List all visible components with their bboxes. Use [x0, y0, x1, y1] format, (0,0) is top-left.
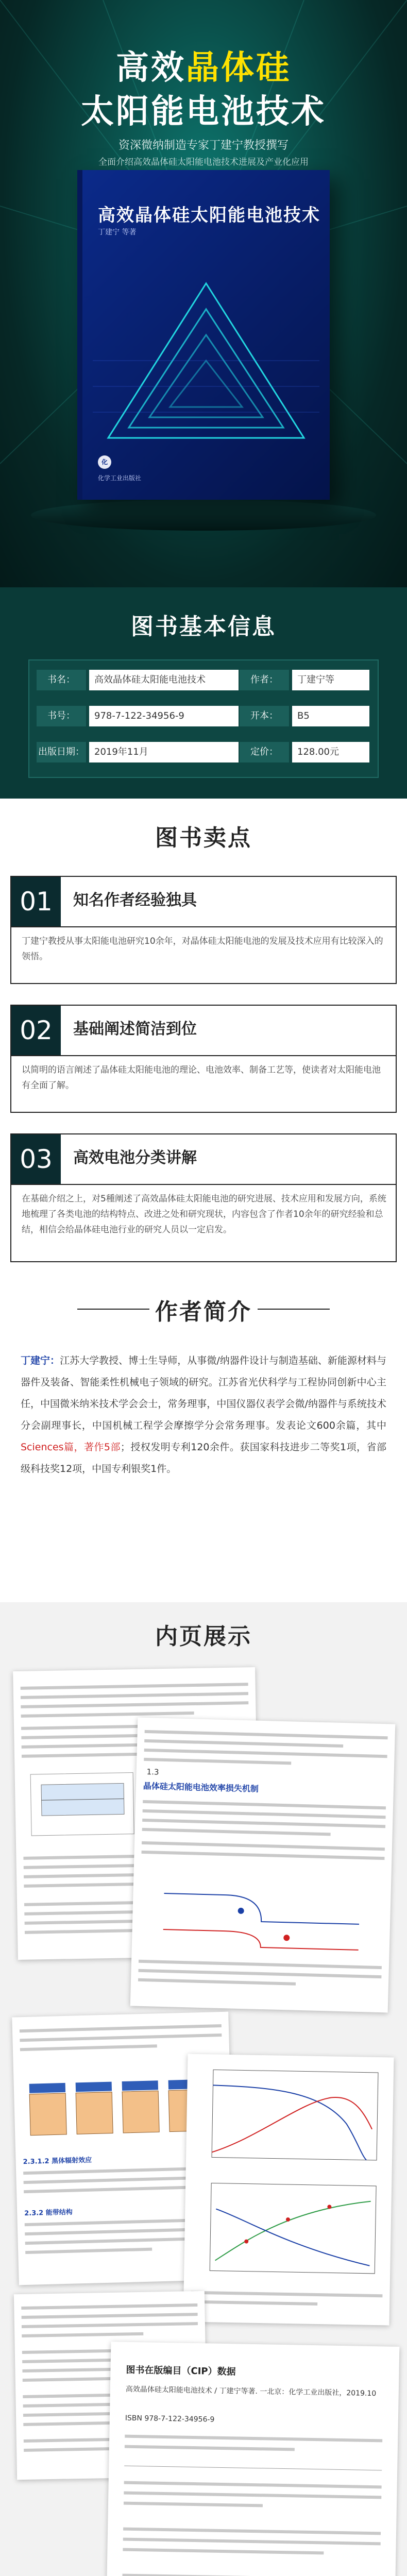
inner-page-cip — [106, 2342, 400, 2576]
cover-triangle-graphic — [93, 268, 319, 453]
selling-point-2 — [10, 1005, 397, 1113]
cip-isbn: ISBN 978-7-122-34956-9 — [125, 2414, 215, 2424]
publisher-logo-icon: 化 — [98, 455, 111, 469]
point-divider — [11, 926, 396, 927]
cip-title: 图书在版编目（CIP）数据 — [126, 2364, 236, 2378]
cip-line: 高效晶体硅太阳能电池技术 / 丁建宁等著. 一北京：化学工业出版社，2019.10 — [125, 2385, 377, 2398]
point-number: 03 — [11, 1134, 61, 1184]
inner-page-4 — [183, 2054, 394, 2326]
author-bio-tail: ；授权发明专利120余件。获国家科技进步二等奖1项，省部级科技奖12项，中国专利银奖1件。 — [21, 1442, 386, 1475]
point-number: 01 — [11, 877, 61, 926]
author-name: 丁建宁： — [21, 1355, 60, 1366]
figure-placeholder — [30, 1772, 134, 1836]
hero-subtitle-2: 全面介绍高效晶体硅太阳能电池技术进展及产业化应用 — [98, 157, 309, 167]
chapter-number: 1.3 — [146, 1767, 159, 1777]
info-value: 高效晶体硅太阳能电池技术 — [89, 670, 239, 690]
efficiency-chart — [194, 2178, 381, 2284]
author-bio-highlight: Sciences篇，著作5部 — [21, 1442, 121, 1453]
book-cover-title: 高效晶体硅太阳能电池技术 — [98, 205, 320, 226]
author-bio — [21, 1350, 386, 1480]
point-title: 基础阐述简洁到位 — [73, 1020, 197, 1038]
point-description: 丁建宁教授从事太阳能电池研究10余年，对晶体硅太阳能电池的发展及技术应用有比较深入的领悟。 — [22, 936, 383, 962]
point-description: 在基础介绍之上，对5種阐述了高效晶体硅太阳能电池的研究进展、技术应用和发展方向，系统地梳理了各类电池的结构特点、改进之处和研究现状，内容包含了作者10余年的研究经验和总结，相信会给晶体硅电池行业的研究人员以一定启发。 — [22, 1194, 386, 1235]
section-heading-231: 2.3.1.2 黑体辐射效应 — [23, 2156, 92, 2166]
book-cover-author: 丁建宁 等著 — [98, 228, 137, 236]
point-number: 02 — [11, 1006, 61, 1055]
info-value: 128.00元 — [292, 742, 369, 762]
selling-points-section — [0, 799, 407, 1278]
author-bio-text: 江苏大学教授、博士生导师，从事微/纳器件设计与制造基础、新能源材料与器件及装备、智能柔性机械电子领域的研究。江苏省光伏科学与工程协同创新中心主任，中国微米纳米技术学会会士，常务理事，中国仪器仪表学会微/纳器件与系统技术分会副理事长，中国机械工程学会摩擦学分会常务理事。发表论文600余篇，其中 — [21, 1355, 386, 1431]
hero-title-plain: 高效 — [116, 49, 186, 87]
info-label: 出版日期： — [37, 742, 86, 762]
hero-title-highlight: 晶体硅 — [186, 49, 291, 87]
inner-heading: 内页展示 — [155, 1623, 252, 1650]
author-section — [0, 1278, 407, 1602]
inner-page-2 — [130, 1718, 395, 2013]
chapter-heading: 晶体硅太阳能电池效率损失机制 — [143, 1781, 259, 1794]
iv-curve-chart — [196, 2064, 383, 2171]
point-description: 以简明的语言阐述了晶体硅太阳能电池的理论、电池效率、制备工艺等，使读者对太阳能电池有全面了解。 — [22, 1065, 381, 1091]
book-info-section — [0, 587, 407, 799]
info-value: 978-7-122-34956-9 — [89, 706, 239, 726]
inner-pages-section — [0, 1602, 407, 2576]
author-heading: 作者简介 — [155, 1299, 252, 1325]
info-label: 定价： — [240, 742, 289, 762]
hero-title-line1 — [0, 41, 407, 89]
hero-banner — [0, 0, 407, 587]
point-divider — [11, 1184, 396, 1185]
hero-subtitle: 资深微纳制造专家丁建宁教授撰写 — [118, 139, 289, 152]
info-label: 书名： — [37, 670, 86, 690]
section-heading-232: 2.3.2 能带结构 — [24, 2208, 73, 2218]
info-label: 书号： — [37, 706, 86, 726]
info-value: 2019年11月 — [89, 742, 239, 762]
selling-point-3 — [10, 1133, 397, 1262]
book-cover-publisher: 化学工业出版社 — [98, 474, 142, 482]
book-shadow — [31, 500, 376, 531]
point-title: 高效电池分类讲解 — [73, 1149, 197, 1167]
info-table — [28, 659, 379, 778]
info-label: 作者： — [240, 670, 289, 690]
points-heading: 图书卖点 — [155, 825, 252, 851]
info-value: 丁建宁等 — [292, 670, 369, 690]
info-label: 开本： — [240, 706, 289, 726]
point-divider — [11, 1055, 396, 1056]
info-heading: 图书基本信息 — [131, 614, 276, 640]
band-diagram — [163, 1873, 361, 1955]
heading-rule-right — [258, 1309, 330, 1310]
info-value: B5 — [292, 706, 369, 726]
book-cover — [77, 170, 330, 500]
hero-title-line2: 太阳能电池技术 — [81, 93, 326, 131]
point-title: 知名作者经验独具 — [73, 891, 197, 909]
selling-point-1 — [10, 876, 397, 984]
